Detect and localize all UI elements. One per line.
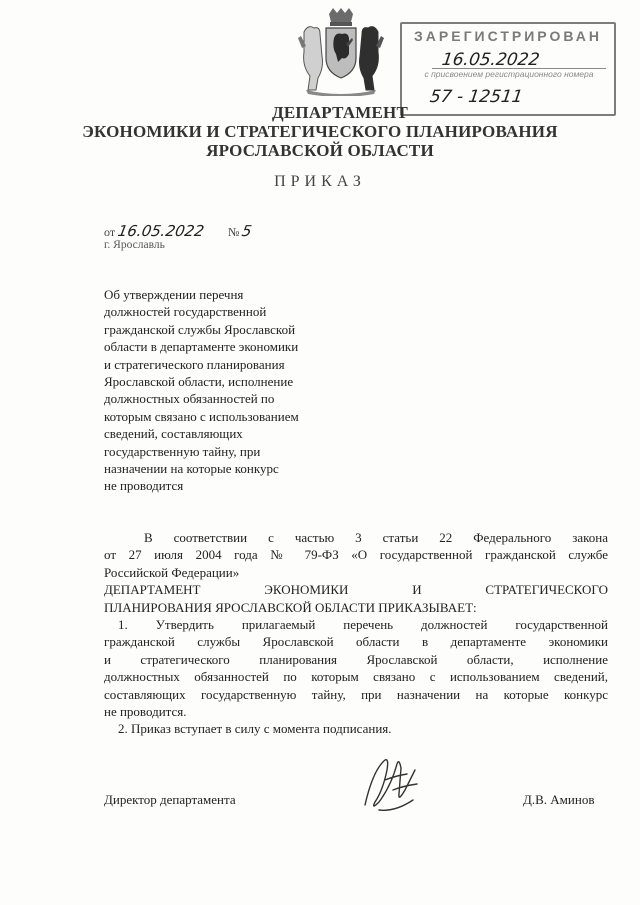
handwritten-signature (355, 750, 425, 820)
clause-1-line: 1. Утвердить прилагаемый перечень должностей государственной (118, 617, 608, 633)
order-date-number-line (104, 222, 252, 240)
subject-line: сведений, составляющих (104, 426, 243, 442)
clause-1-line: гражданской службы Ярославской области в департаменте экономики (104, 634, 608, 650)
date-prefix: от (104, 225, 116, 239)
signatory-name: Д.В. Аминов (523, 792, 595, 807)
clause-1-line: не проводится. (104, 704, 187, 720)
directive-line: ПЛАНИРОВАНИЯ ЯРОСЛАВСКОЙ ОБЛАСТИ ПРИКАЗЫВАЕТ: (104, 599, 477, 615)
order-body (104, 529, 608, 738)
preamble-line: от 27 июля 2004 года № 79-ФЗ «О государственной гражданской службе (104, 547, 608, 563)
subject-line: Об утверждении перечня (104, 287, 244, 302)
order-date: 16.05.2022 (116, 222, 206, 240)
document-type-heading: ПРИКАЗ (274, 173, 366, 190)
preamble-line: Российской Федерации» (104, 564, 240, 580)
department-title-line-1: ДЕПАРТАМЕНТ (271, 103, 409, 122)
department-title-line-2: ЭКОНОМИКИ И СТРАТЕГИЧЕСКОГО ПЛАНИРОВАНИЯ (82, 122, 558, 141)
stamp-title: ЗАРЕГИСТРИРОВАН (414, 28, 602, 44)
clause-1-line: должностных обязанностей по которым связано с использованием сведений, (104, 669, 608, 685)
subject-line: должностных обязанностей по (104, 391, 275, 407)
number-prefix: № (227, 225, 240, 239)
signatory-position: Директор департамента (104, 792, 236, 807)
subject-line: и стратегического планирования (104, 356, 285, 372)
stamp-caption: с присвоением регистрационного номера (424, 69, 594, 79)
order-subject (104, 286, 344, 495)
registration-stamp (400, 22, 616, 116)
stamp-date: 16.05.2022 (440, 50, 541, 70)
clause-2: 2. Приказ вступает в силу с момента подписания. (118, 721, 392, 737)
department-title-line-3: ЯРОСЛАВСКОЙ ОБЛАСТИ (206, 141, 434, 160)
stamp-registration-number: 57 - 12511 (428, 87, 525, 107)
subject-line: Ярославской области, исполнение (104, 374, 294, 390)
subject-line: гражданской службы Ярославской (104, 321, 296, 337)
subject-line: должностей государственной (104, 304, 267, 320)
subject-line: не проводится (104, 478, 184, 494)
coat-of-arms-emblem (296, 8, 386, 96)
subject-line: области в департаменте экономики (104, 339, 299, 355)
preamble-line: В соответствии с частью 3 статьи 22 Федерального закона (144, 530, 608, 545)
order-number: 5 (240, 222, 254, 240)
issue-city: г. Ярославль (104, 239, 165, 251)
subject-line: которым связано с использованием (104, 408, 299, 424)
subject-line: государственную тайну, при (104, 443, 261, 459)
clause-1-line: и стратегического планирования Ярославской области, исполнение (104, 651, 608, 667)
directive-line: ДЕПАРТАМЕНТ ЭКОНОМИКИ И СТРАТЕГИЧЕСКОГО (104, 582, 608, 598)
subject-line: назначении на которые конкурс (104, 461, 279, 477)
clause-1-line: составляющих государственную тайну, при назначении на которые конкурс (104, 686, 608, 702)
